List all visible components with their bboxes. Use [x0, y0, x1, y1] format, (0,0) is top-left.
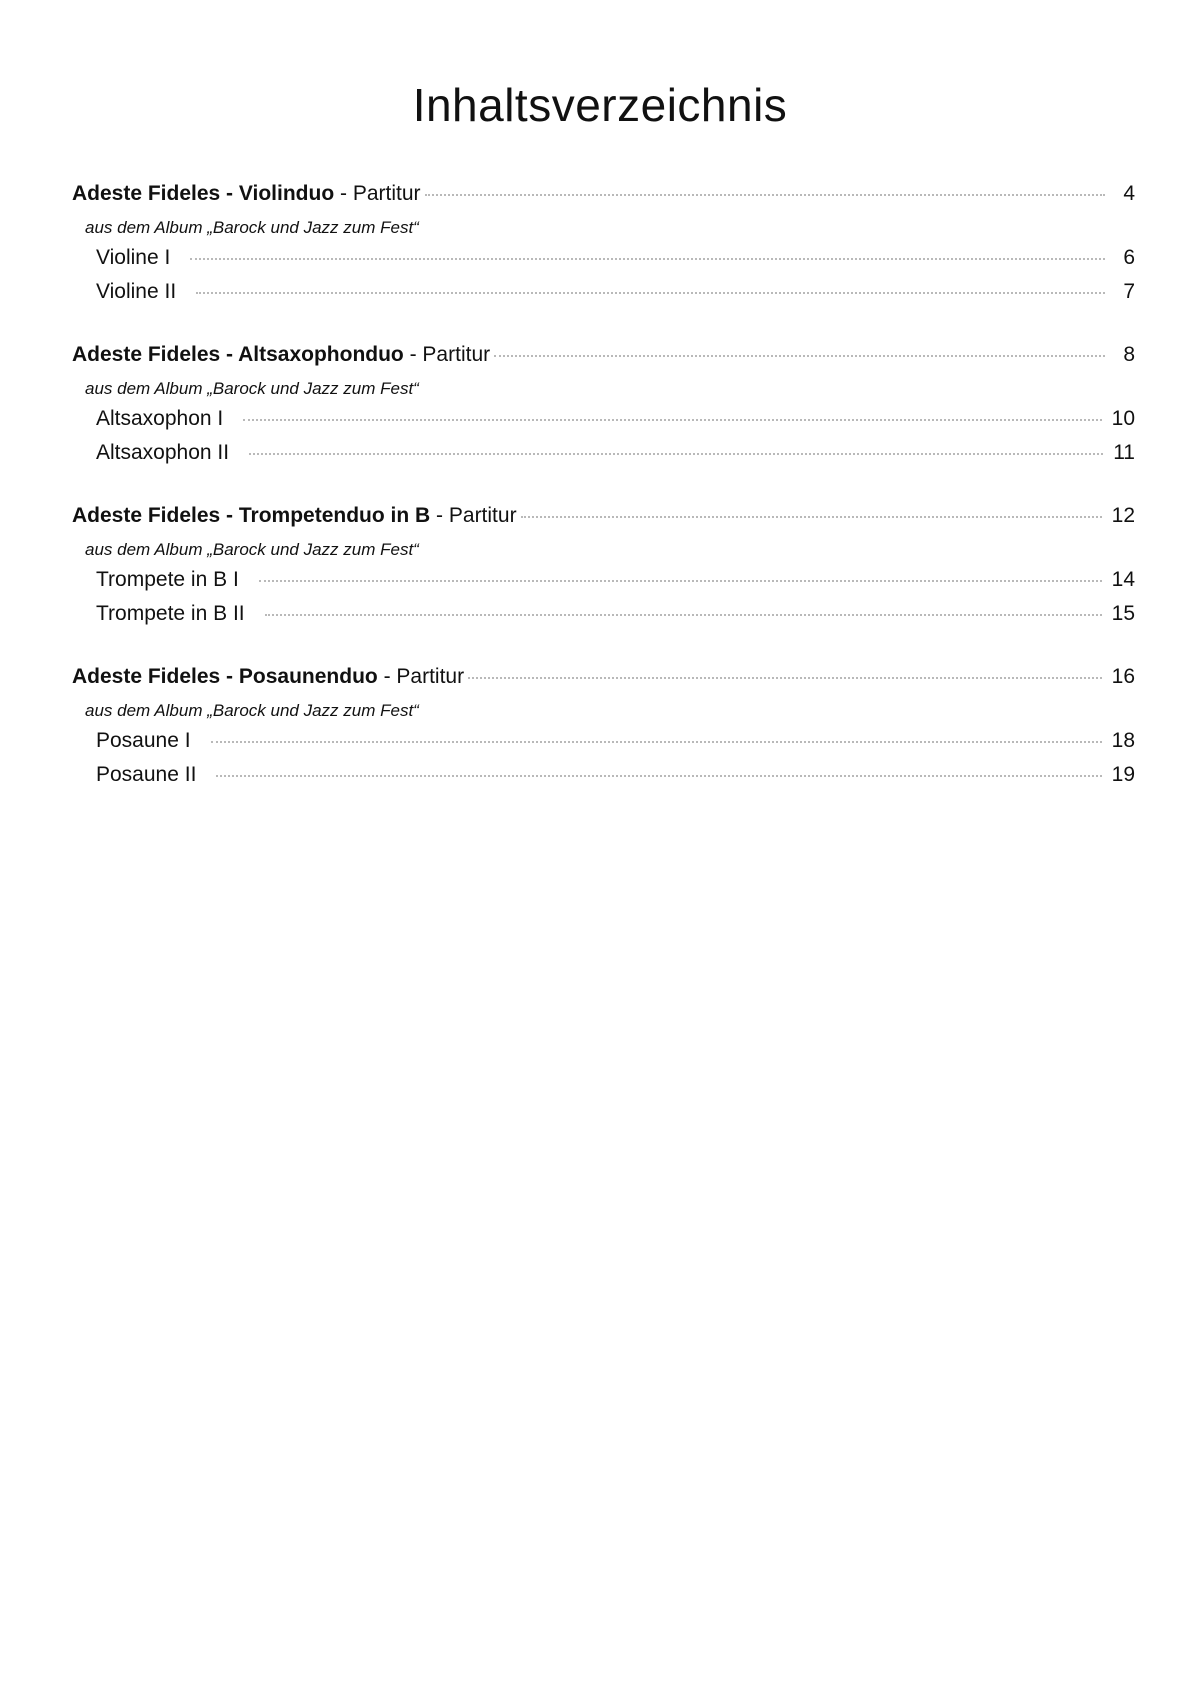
toc-subentry[interactable] [72, 407, 1135, 441]
album-note: aus dem Album „Barock und Jazz zum Fest“ [85, 540, 419, 559]
piece-title: Adeste Fideles - Violinduo [72, 182, 335, 205]
toc-subentry[interactable] [72, 280, 1135, 314]
toc-subentry[interactable] [72, 246, 1135, 280]
toc-subentry[interactable] [72, 763, 1135, 797]
toc-section [72, 665, 1135, 797]
toc-section [72, 182, 1135, 314]
toc-entry-title [72, 182, 421, 206]
piece-title: Adeste Fideles - Posaunenduo [72, 665, 378, 688]
dot-leader [468, 677, 1102, 679]
page-title: Inhaltsverzeichnis [412, 79, 788, 131]
dot-leader [265, 614, 1102, 616]
page-number: 8 [1123, 343, 1135, 366]
toc-section [72, 343, 1135, 475]
album-note: aus dem Album „Barock und Jazz zum Fest“ [85, 701, 419, 720]
dot-leader [196, 292, 1105, 294]
toc-subentry[interactable] [72, 602, 1135, 636]
part-label: Posaune II [96, 763, 197, 786]
part-label: Trompete in B II [96, 602, 245, 625]
page-number: 16 [1111, 665, 1135, 688]
dot-leader [216, 775, 1101, 777]
toc-subentry[interactable] [72, 441, 1135, 475]
page-number: 11 [1113, 441, 1135, 464]
dot-leader [211, 741, 1102, 743]
toc-subentry[interactable] [72, 568, 1135, 602]
dot-leader [259, 580, 1102, 582]
page-number: 19 [1111, 763, 1135, 786]
toc-entry-title [72, 665, 464, 689]
dot-leader [425, 194, 1105, 196]
toc-section [72, 504, 1135, 636]
page-number: 7 [1123, 280, 1135, 303]
part-label: Posaune I [96, 729, 191, 752]
page-number: 14 [1111, 568, 1135, 591]
toc-entry-title [72, 343, 490, 367]
page-number: 18 [1111, 729, 1135, 752]
page-number: 6 [1123, 246, 1135, 269]
part-label: Trompete in B I [96, 568, 239, 591]
table-of-contents [72, 182, 1135, 826]
piece-suffix: - Partitur [377, 665, 465, 688]
part-label: Violine II [96, 280, 177, 303]
toc-entry[interactable] [72, 182, 1135, 216]
piece-suffix: - Partitur [430, 504, 517, 527]
album-note: aus dem Album „Barock und Jazz zum Fest“ [85, 218, 419, 237]
piece-suffix: - Partitur [334, 182, 421, 205]
dot-leader [190, 258, 1105, 260]
piece-title: Adeste Fideles - Trompetenduo in B [72, 504, 431, 527]
part-label: Violine I [96, 246, 171, 269]
dot-leader [521, 516, 1102, 518]
piece-title: Adeste Fideles - Altsaxophonduo [72, 343, 404, 366]
toc-entry[interactable] [72, 504, 1135, 538]
page-number: 10 [1111, 407, 1135, 430]
page-number: 12 [1111, 504, 1135, 527]
dot-leader [249, 453, 1103, 455]
page-number: 15 [1111, 602, 1135, 625]
toc-subentry[interactable] [72, 729, 1135, 763]
part-label: Altsaxophon II [96, 441, 230, 464]
dot-leader [494, 355, 1105, 357]
page-number: 4 [1123, 182, 1135, 205]
toc-entry-title [72, 504, 517, 528]
dot-leader [243, 419, 1101, 421]
toc-entry[interactable] [72, 343, 1135, 377]
toc-entry[interactable] [72, 665, 1135, 699]
part-label: Altsaxophon I [96, 407, 224, 430]
piece-suffix: - Partitur [403, 343, 491, 366]
album-note: aus dem Album „Barock und Jazz zum Fest“ [85, 379, 419, 398]
